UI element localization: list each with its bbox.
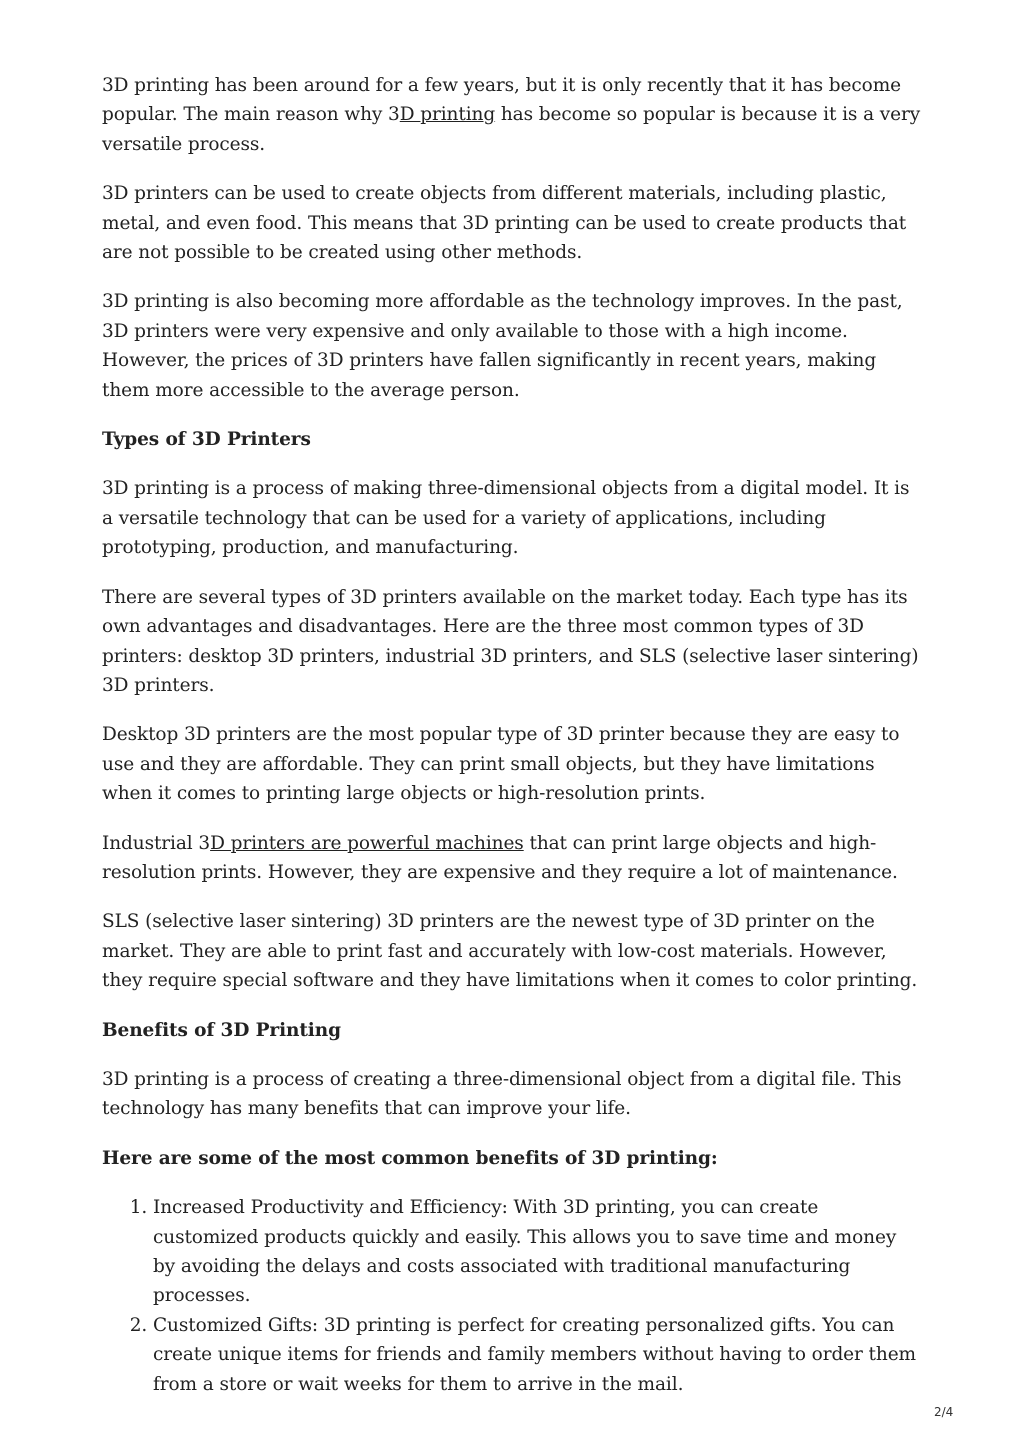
- heading-benefits: Benefits of 3D Printing: [102, 1019, 341, 1041]
- powerful-machines-link[interactable]: D printers are powerful machines: [210, 832, 524, 854]
- paragraph-intro: [102, 71, 924, 159]
- intro-text-after: has become so popular is because it is a very versatile process.: [102, 104, 921, 155]
- industrial-text-after: that can print large objects and high-resolution prints. However, they are expensive and they require a lot of maintenance.: [102, 832, 898, 883]
- intro-text-before: 3D printing has been around for a few years, but it is only recently that it has become popular. The main reason why 3: [102, 75, 901, 126]
- document-body: [102, 71, 924, 1399]
- heading-types-of-printers: Types of 3D Printers: [102, 429, 311, 451]
- heading-common-benefits: Here are some of the most common benefits of 3D printing:: [102, 1147, 718, 1169]
- list-item: 1. Increased Productivity and Efficiency: With 3D printing, you can create customized products quickly and easily. This allows you to save time and money by avoiding the delays and costs associated with traditional manufacturing processes.: [153, 1193, 924, 1311]
- paragraph-sls-printers: SLS (selective laser sintering) 3D printers are the newest type of 3D printer on the market. They are able to print fast and accurately with low-cost materials. However, they require special software and they have limitations when it comes to color printing.: [102, 911, 918, 992]
- paragraph-industrial-printers: [102, 829, 924, 888]
- industrial-text-before: Industrial 3: [102, 832, 211, 854]
- paragraph-several-types: There are several types of 3D printers available on the market today. Each type has its own advantages and disadvantages. Here are the three most common types of 3D printers: desktop 3D printers, industrial 3D printers, and SLS (selective laser sintering) 3D printers.: [102, 586, 919, 696]
- paragraph-materials: 3D printers can be used to create objects from different materials, including plastic, metal, and even food. This means that 3D printing can be used to create products that are not possible to be created using other methods.: [102, 183, 907, 264]
- paragraph-process: 3D printing is a process of making three-dimensional objects from a digital model. It is a versatile technology that can be used for a variety of applications, including prototyping, production, and manufacturing.: [102, 478, 910, 559]
- paragraph-affordable: 3D printing is also becoming more affordable as the technology improves. In the past, 3D printers were very expensive and only available to those with a high income. However, the prices of 3D printers have fallen significantly in recent years, making them more accessible to the average person.: [102, 291, 903, 401]
- page-number: 2/4: [934, 1405, 954, 1419]
- 3d-printing-link[interactable]: D printing: [399, 104, 496, 126]
- paragraph-desktop-printers: Desktop 3D printers are the most popular type of 3D printer because they are easy to use and they are affordable. They can print small objects, but they have limitations when it comes to printing large objects or high-resolution prints.: [102, 724, 900, 805]
- paragraph-benefits-intro: 3D printing is a process of creating a three-dimensional object from a digital file. This technology has many benefits that can improve your life.: [102, 1068, 902, 1120]
- benefits-list: [102, 1193, 924, 1399]
- list-item: 2. Customized Gifts: 3D printing is perfect for creating personalized gifts. You can create unique items for friends and family members without having to order them from a store or wait weeks for them to arrive in the mail.: [153, 1311, 924, 1399]
